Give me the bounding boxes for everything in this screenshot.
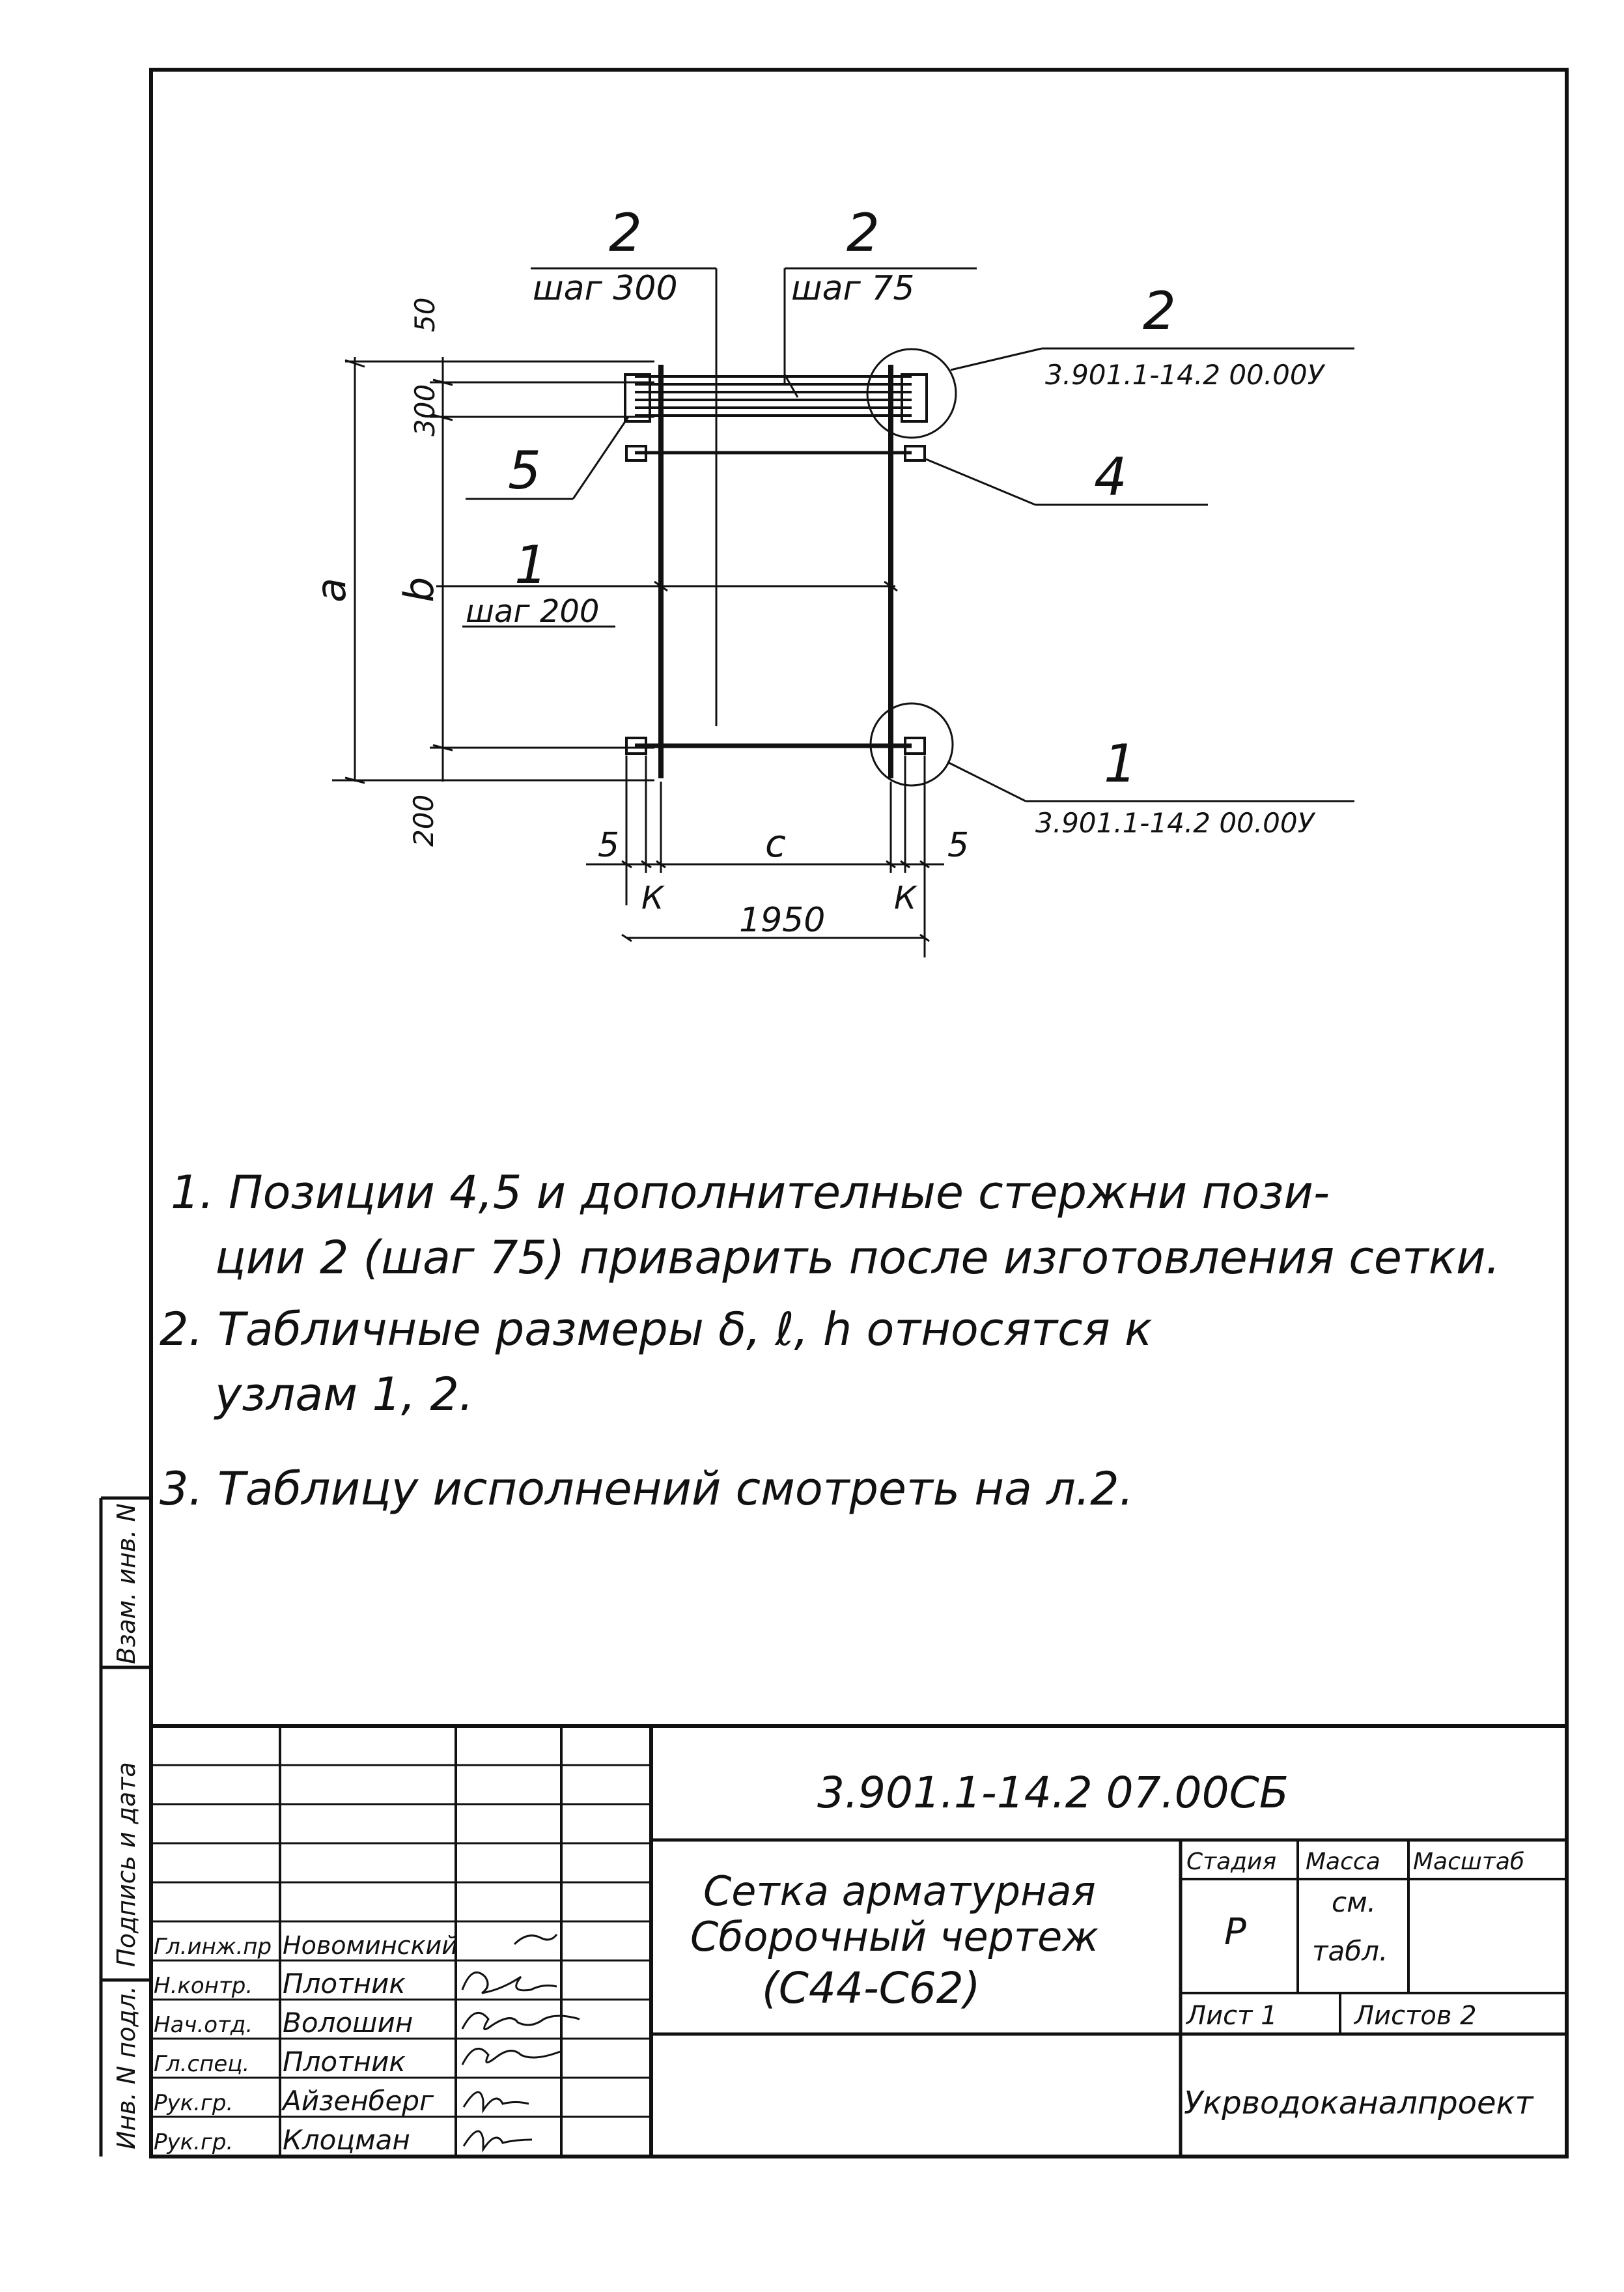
dim-k-right: К [894,880,917,916]
role-label: Гл.спец. [154,2051,250,2077]
doc-code: 3.901.1-14.2 07.00СБ [817,1768,1289,1818]
title-line-2: Сборочный чертеж [690,1913,1099,1960]
signature-1 [514,1934,557,1944]
stage-value: Р [1224,1911,1246,1953]
dim-right-5: 5 [947,826,970,865]
person-name: Волошин [283,2007,413,2039]
callout-5-number: 5 [508,440,541,501]
sheet-number: Лист 1 [1186,2001,1278,2031]
dim-300: 300 [409,384,441,436]
callout-1-left-label: шаг 200 [466,593,600,630]
dim-1950: 1950 [739,901,826,940]
person-name: Новоминский [283,1931,458,1960]
callout-1-right-label: 3.901.1-14.2 00.00У [1035,807,1315,839]
callout-top-mid-number: 2 [847,203,880,263]
callout-top-mid-label: шаг 75 [791,269,915,308]
callout-top-left-label: шаг 300 [533,269,678,308]
callout-4-number: 4 [1094,447,1127,507]
callout-top-left-number: 2 [609,203,642,263]
person-name: Плотник [283,1968,406,2000]
stage-header: Стадия [1186,1848,1277,1875]
stamp-inv-orig: Инв. N подл. [112,1985,141,2149]
signature-4 [462,2048,560,2065]
note-line-3: 2. Табличные размеры δ, ℓ, h относятся к [160,1303,1153,1356]
dim-50: 50 [409,297,441,332]
note-line-5: 3. Таблицу исполнений смотреть на л.2. [160,1462,1134,1516]
role-label: Гл.инж.пр [154,1934,272,1960]
dim-c: с [765,821,786,866]
organization: Укрводоканалпроект [1184,2085,1533,2121]
dim-200: 200 [408,794,440,847]
dim-a: a [307,578,355,602]
note-line-2: ции 2 (шаг 75) приварить после изготовления сетки. [215,1231,1500,1284]
dim-b: b [395,576,443,602]
stamp-inv-dup: Взам. инв. N [112,1503,141,1664]
callout-top-right-number: 2 [1143,281,1176,341]
callout-1-right-number: 1 [1104,733,1137,794]
dim-k-left: К [641,880,664,916]
mass-value-2: табл. [1312,1935,1388,1967]
mass-header: Масса [1306,1848,1380,1875]
note-line-1: 1. Позиции 4,5 и дополнителные стержни пози- [171,1166,1330,1219]
note-line-4: узлам 1, 2. [215,1368,474,1421]
signature-2 [462,1972,557,1993]
scale-header: Масштаб [1413,1848,1525,1875]
role-label: Н.контр. [154,1973,253,1999]
dim-left-5: 5 [598,826,620,865]
mass-value-1: см. [1332,1886,1377,1918]
person-name: Плотник [283,2046,406,2078]
title-line-3: (С44-С62) [762,1963,981,2013]
person-name: Клоцман [283,2124,410,2156]
role-label: Рук.гр. [154,2090,234,2116]
callout-top-right-label: 3.901.1-14.2 00.00У [1045,359,1324,391]
title-line-1: Сетка арматурная [703,1867,1096,1915]
role-label: Рук.гр. [154,2129,234,2155]
callout-1-left-number: 1 [514,535,548,595]
signature-6 [464,2131,532,2149]
person-name: Айзенберг [283,2085,434,2117]
role-label: Нач.отд. [154,2012,253,2038]
signature-5 [464,2092,529,2110]
sheets-total: Листов 2 [1354,2001,1477,2031]
stamp-sign-date: Подпись и дата [112,1762,141,1967]
